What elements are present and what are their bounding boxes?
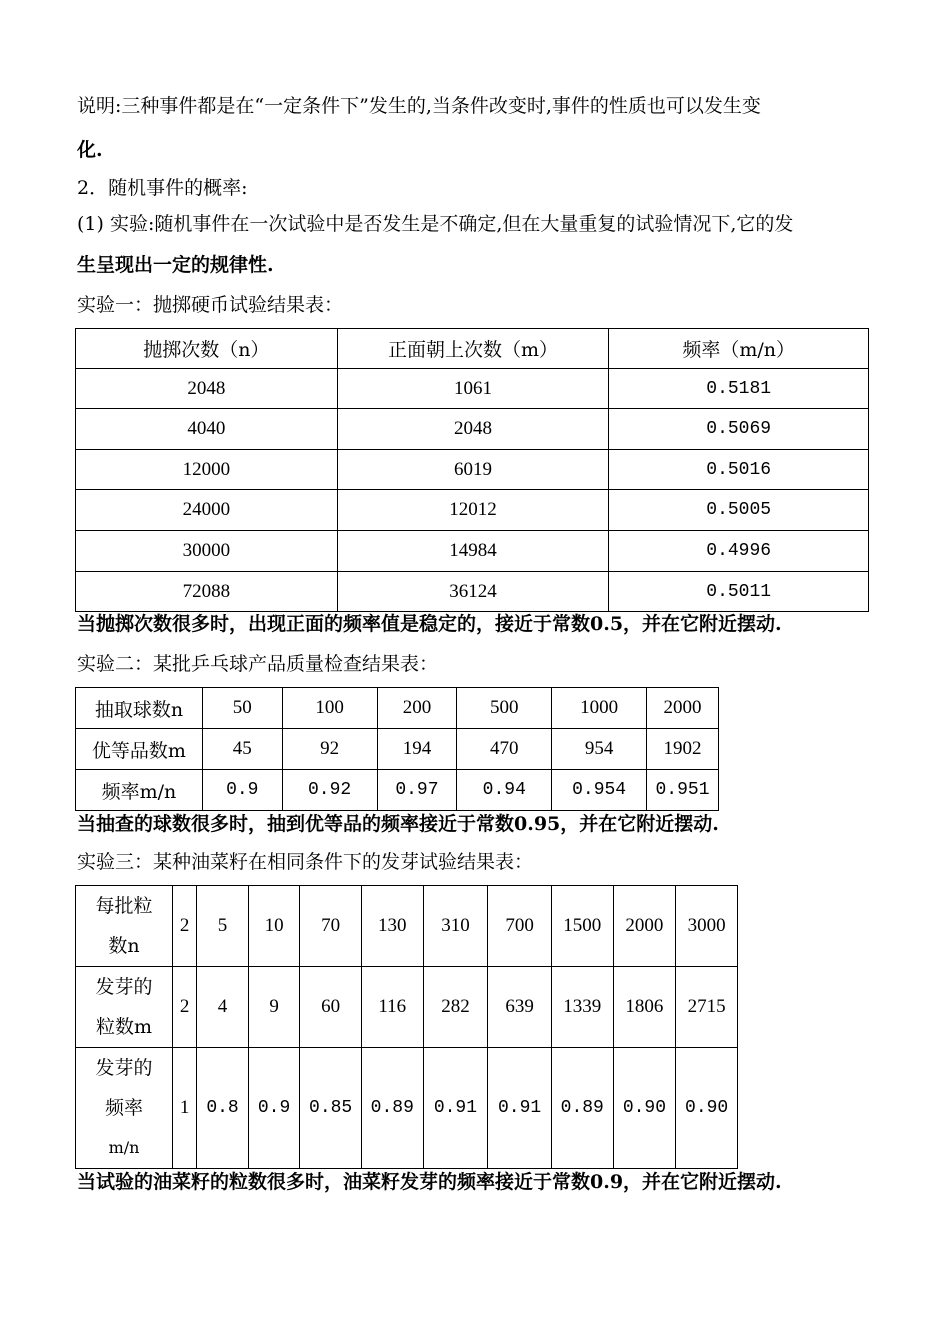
table-cell: 0.5005 [609,490,869,531]
row-label-line: 频率 [105,1097,144,1119]
table-cell: 0.8 [197,1048,249,1169]
header-cell: 抛掷次数（n） [76,329,338,369]
row-label-line: m/n [108,1138,140,1157]
table-cell: 1000 [552,688,647,729]
table-cell: 1500 [551,886,613,967]
row-label-line: 发芽的 [95,976,153,998]
table-cell: 12012 [337,490,609,531]
table-cell: 130 [361,886,423,967]
table-cell: 100 [282,688,377,729]
header-cell: 频率（m/n） [609,329,869,369]
table-cell: 6019 [337,450,609,490]
table-cell: 30000 [76,531,338,572]
table-row [76,572,869,612]
table-cell: 36124 [337,572,609,612]
table-row [76,531,869,572]
table-header-row [76,329,869,369]
table-cell: 92 [282,729,377,770]
table-cell: 2000 [613,886,676,967]
table-cell: 50 [202,688,282,729]
table-cell: 0.91 [423,1048,488,1169]
table-cell: 2 [173,967,197,1048]
table-cell: 0.5069 [609,409,869,450]
table-cell: 72088 [76,572,338,612]
table-cell: 1806 [613,967,676,1048]
table-row [76,967,738,1048]
ping-pong-quality-table [75,687,719,811]
table-cell: 5 [197,886,249,967]
table-cell: 954 [552,729,647,770]
note-line-1: 说明:三种事件都是在“一定条件下”发生的,当条件改变时,事件的性质也可以发生变 [77,95,761,117]
table-cell: 0.85 [300,1048,362,1169]
table-cell: 45 [202,729,282,770]
experiment-3-title: 实验三：某种油菜籽在相同条件下的发芽试验结果表： [77,851,534,873]
table-row [76,1048,738,1169]
table-cell: 700 [488,886,552,967]
table-row [76,369,869,409]
table-cell: 9 [248,967,300,1048]
table-cell: 0.5016 [609,450,869,490]
table-cell: 1902 [647,729,719,770]
table-cell: 0.97 [377,770,457,811]
section-heading: 2．随机事件的概率: [77,177,248,199]
table-row [76,490,869,531]
table-cell: 0.89 [361,1048,423,1169]
table-row [76,770,719,811]
table-cell: 0.90 [676,1048,738,1169]
table-cell: 194 [377,729,457,770]
table-cell: 1061 [337,369,609,409]
table-cell: 4 [197,967,249,1048]
table-cell: 1339 [551,967,613,1048]
coin-toss-table [75,328,869,612]
table-cell: 2 [173,886,197,967]
table-row [76,688,719,729]
row-label-cell: 频率m/n [76,770,203,811]
table-cell: 0.4996 [609,531,869,572]
table-cell: 0.9 [248,1048,300,1169]
table-row [76,450,869,490]
row-label-cell [76,1048,173,1169]
table-cell: 200 [377,688,457,729]
experiment-3-conclusion: 当试验的油菜籽的粒数很多时，油菜籽发芽的频率接近于常数0.9，并在它附近摆动. [77,1171,782,1193]
row-label-cell [76,886,173,967]
table-cell: 116 [361,967,423,1048]
table-cell: 0.91 [488,1048,552,1169]
table-cell: 0.9 [202,770,282,811]
table-cell: 500 [457,688,552,729]
row-label-line: 数n [108,935,140,957]
rapeseed-germination-table [75,885,738,1169]
row-label-line: 每批粒 [95,895,153,917]
row-label-cell [76,967,173,1048]
row-label-cell: 抽取球数n [76,688,203,729]
table-cell: 0.90 [613,1048,676,1169]
table-row [76,729,719,770]
table-cell: 10 [248,886,300,967]
header-cell: 正面朝上次数（m） [337,329,609,369]
experiment-2-conclusion: 当抽查的球数很多时，抽到优等品的频率接近于常数0.95，并在它附近摆动. [77,813,719,835]
table-cell: 12000 [76,450,338,490]
table-cell: 639 [488,967,552,1048]
table-cell: 1 [173,1048,197,1169]
table-cell: 0.951 [647,770,719,811]
table-cell: 2048 [337,409,609,450]
experiment-intro-line-1: (1) 实验:随机事件在一次试验中是否发生是不确定,但在大量重复的试验情况下,它的发 [77,213,794,235]
row-label-line: 粒数m [95,1016,153,1038]
table-cell: 24000 [76,490,338,531]
table-cell: 4040 [76,409,338,450]
table-cell: 0.94 [457,770,552,811]
table-cell: 60 [300,967,362,1048]
experiment-1-conclusion: 当抛掷次数很多时，出现正面的频率值是稳定的，接近于常数0.5，并在它附近摆动. [77,613,782,635]
table-cell: 0.92 [282,770,377,811]
table-cell: 70 [300,886,362,967]
table-cell: 470 [457,729,552,770]
table-row [76,409,869,450]
table-cell: 0.954 [552,770,647,811]
experiment-1-title: 实验一：抛掷硬币试验结果表： [77,294,344,316]
table-row [76,886,738,967]
table-cell: 3000 [676,886,738,967]
experiment-intro-line-2: 生呈现出一定的规律性. [77,254,274,276]
table-cell: 2715 [676,967,738,1048]
row-label-cell: 优等品数m [76,729,203,770]
row-label-line: 发芽的 [95,1057,153,1079]
table-cell: 282 [423,967,488,1048]
table-cell: 310 [423,886,488,967]
table-cell: 14984 [337,531,609,572]
experiment-2-title: 实验二：某批乒乓球产品质量检查结果表： [77,653,439,675]
table-cell: 0.89 [551,1048,613,1169]
table-cell: 0.5181 [609,369,869,409]
table-cell: 2048 [76,369,338,409]
note-line-2: 化. [77,139,103,161]
table-cell: 2000 [647,688,719,729]
table-cell: 0.5011 [609,572,869,612]
